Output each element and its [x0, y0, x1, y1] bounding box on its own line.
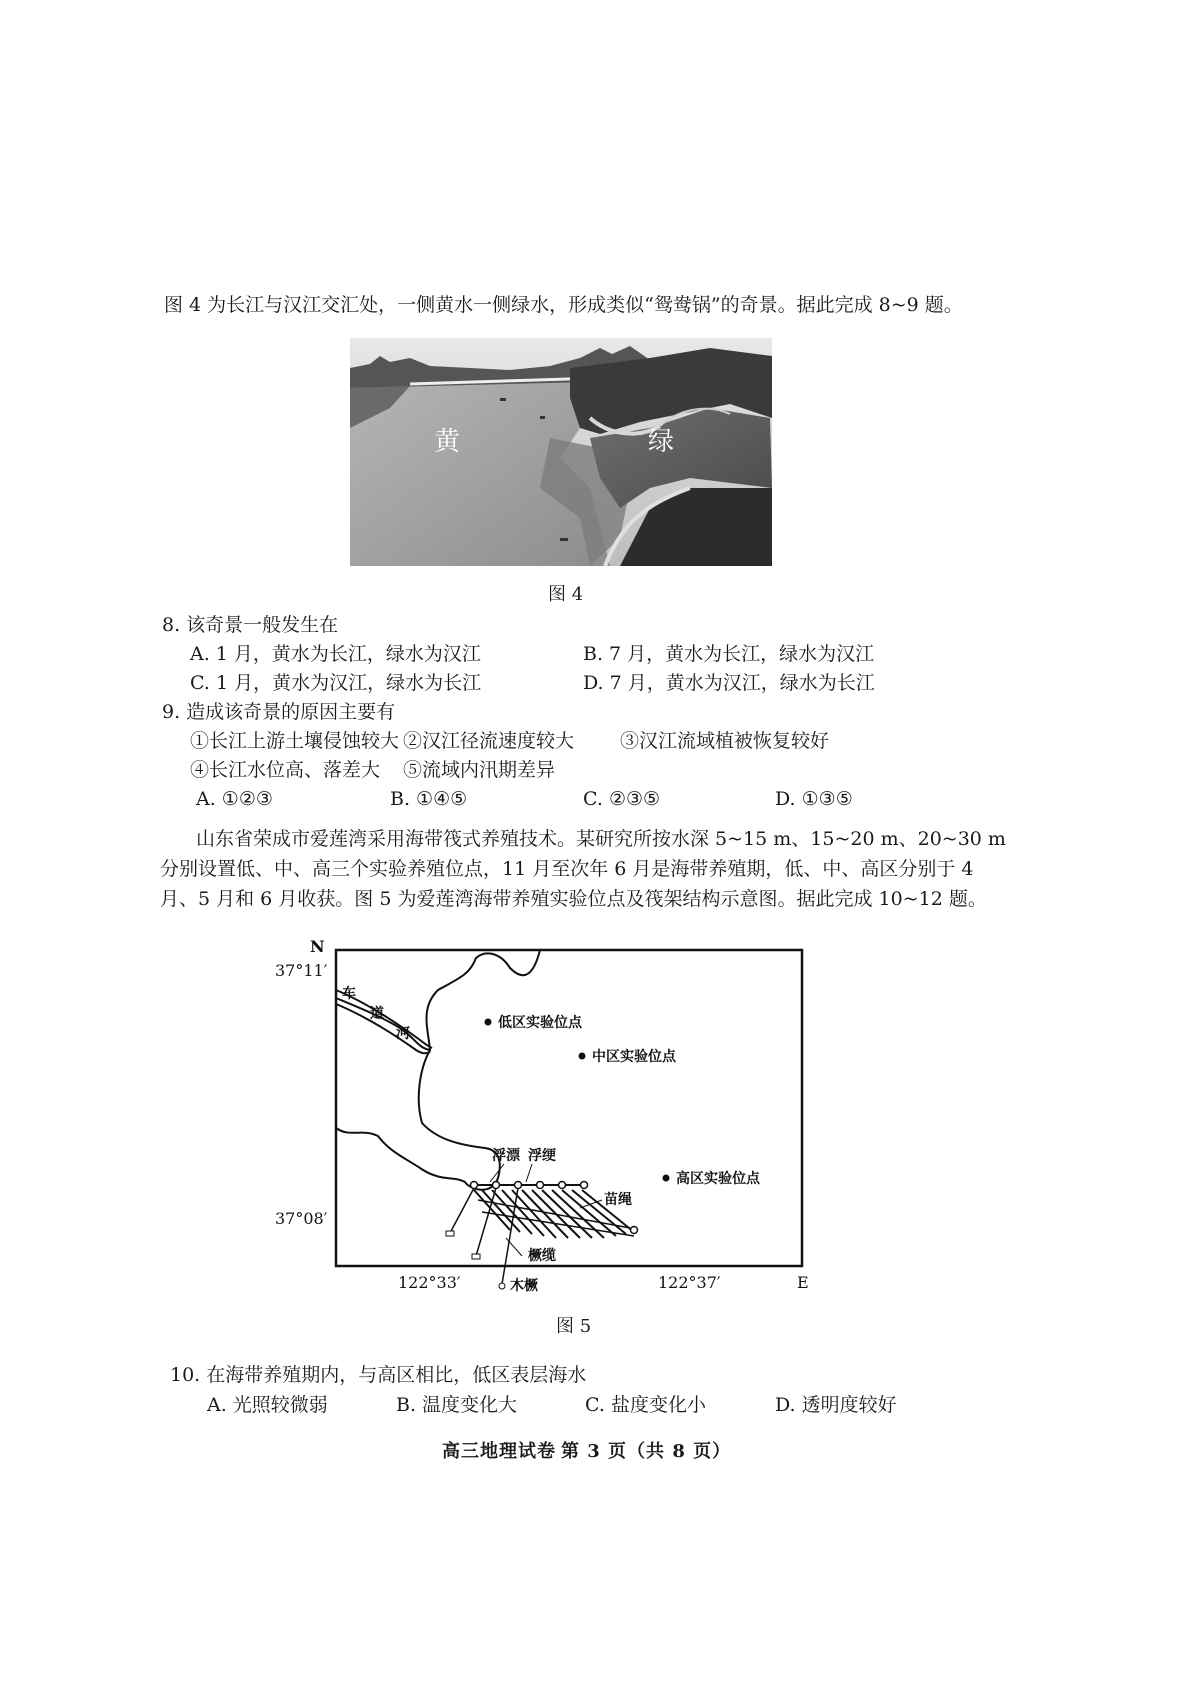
lon-left-label: 122°33′ — [398, 1273, 461, 1292]
q10-option-d: D. 透明度较好 — [775, 1394, 897, 1416]
q9-item-5: ⑤流域内汛期差异 — [403, 759, 556, 781]
q8-option-c: C. 1 月，黄水为汉江，绿水为长江 — [190, 672, 482, 694]
intro-paragraph-2-line-3: 月、5 月和 6 月收获。图 5 为爱莲湾海带养殖实验位点及筏架结构示意图。据此完成 10~12 题。 — [160, 888, 987, 910]
river-label-1: 车 — [342, 986, 356, 1002]
figure-4-caption: 图 4 — [548, 584, 584, 605]
high-site-marker — [663, 1175, 670, 1182]
q9-item-3: ③汉江流域植被恢复较好 — [620, 730, 830, 752]
q9-option-c: C. ②③⑤ — [583, 788, 661, 810]
q8-option-b: B. 7 月，黄水为长江，绿水为汉江 — [583, 643, 875, 665]
east-label: E — [797, 1273, 809, 1292]
q10-option-a: A. 光照较微弱 — [207, 1394, 328, 1416]
q9-item-2: ②汉江径流速度较大 — [403, 730, 575, 752]
low-site-marker — [485, 1019, 492, 1026]
float-label: 浮漂 — [492, 1148, 520, 1164]
river-label-2: 道 — [370, 1006, 384, 1022]
float-rope-label: 浮绠 — [528, 1148, 556, 1164]
q9-stem: 9. 造成该奇景的原因主要有 — [162, 701, 396, 723]
yellow-water-label: 黄 — [434, 427, 461, 457]
green-water-label: 绿 — [648, 427, 675, 457]
low-site-label: 低区实验位点 — [498, 1015, 582, 1031]
q9-option-a: A. ①②③ — [196, 788, 273, 810]
lat-bottom-label: 37°08′ — [275, 1209, 328, 1228]
intro-paragraph-1: 图 4 为长江与汉江交汇处，一侧黄水一侧绿水，形成类似“鸳鸯锅”的奇景。据此完成 8~9 题。 — [164, 294, 963, 316]
wood-stake-label: 木橛 — [510, 1278, 538, 1294]
q8-option-a: A. 1 月，黄水为长江，绿水为汉江 — [190, 643, 481, 665]
north-label: N — [310, 938, 325, 956]
q10-stem: 10. 在海带养殖期内，与高区相比，低区表层海水 — [170, 1364, 587, 1386]
footer-subject: 高三地理试卷 — [442, 1441, 556, 1462]
figure-4-photo — [350, 338, 772, 566]
q9-item-4: ④长江水位高、落差大 — [190, 759, 381, 781]
lat-top-label: 37°11′ — [275, 961, 328, 980]
high-site-label: 高区实验位点 — [676, 1171, 760, 1187]
mid-site-label: 中区实验位点 — [592, 1049, 676, 1065]
figure-5-map — [270, 938, 830, 1298]
river-confluence-photo — [350, 338, 772, 566]
anchor-rope-label: 橛缆 — [528, 1248, 556, 1264]
figure-5-caption: 图 5 — [556, 1316, 592, 1337]
lon-right-label: 122°37′ — [658, 1273, 721, 1292]
q9-option-d: D. ①③⑤ — [775, 788, 853, 810]
map-frame — [336, 950, 802, 1266]
footer-page-number: 第 3 页（共 8 页） — [561, 1441, 732, 1462]
intro-paragraph-2-line-2: 分别设置低、中、高三个实验养殖位点，11 月至次年 6 月是海带养殖期，低、中、高区分别于 4 — [160, 858, 974, 880]
q9-item-1: ①长江上游土壤侵蚀较大 — [190, 730, 400, 752]
seedling-rope-label: 苗绳 — [604, 1192, 632, 1208]
q10-option-c: C. 盐度变化小 — [585, 1394, 706, 1416]
bay-map — [270, 938, 830, 1298]
river-label-3: 河 — [396, 1026, 410, 1042]
intro-paragraph-2-line-1: 山东省荣成市爱莲湾采用海带筏式养殖技术。某研究所按水深 5~15 m、15~20 m、20~30 m — [196, 828, 1006, 850]
q8-option-d: D. 7 月，黄水为汉江，绿水为长江 — [583, 672, 875, 694]
q8-stem: 8. 该奇景一般发生在 — [162, 614, 339, 636]
q10-option-b: B. 温度变化大 — [396, 1394, 518, 1416]
mid-site-marker — [579, 1053, 586, 1060]
q9-option-b: B. ①④⑤ — [390, 788, 468, 810]
